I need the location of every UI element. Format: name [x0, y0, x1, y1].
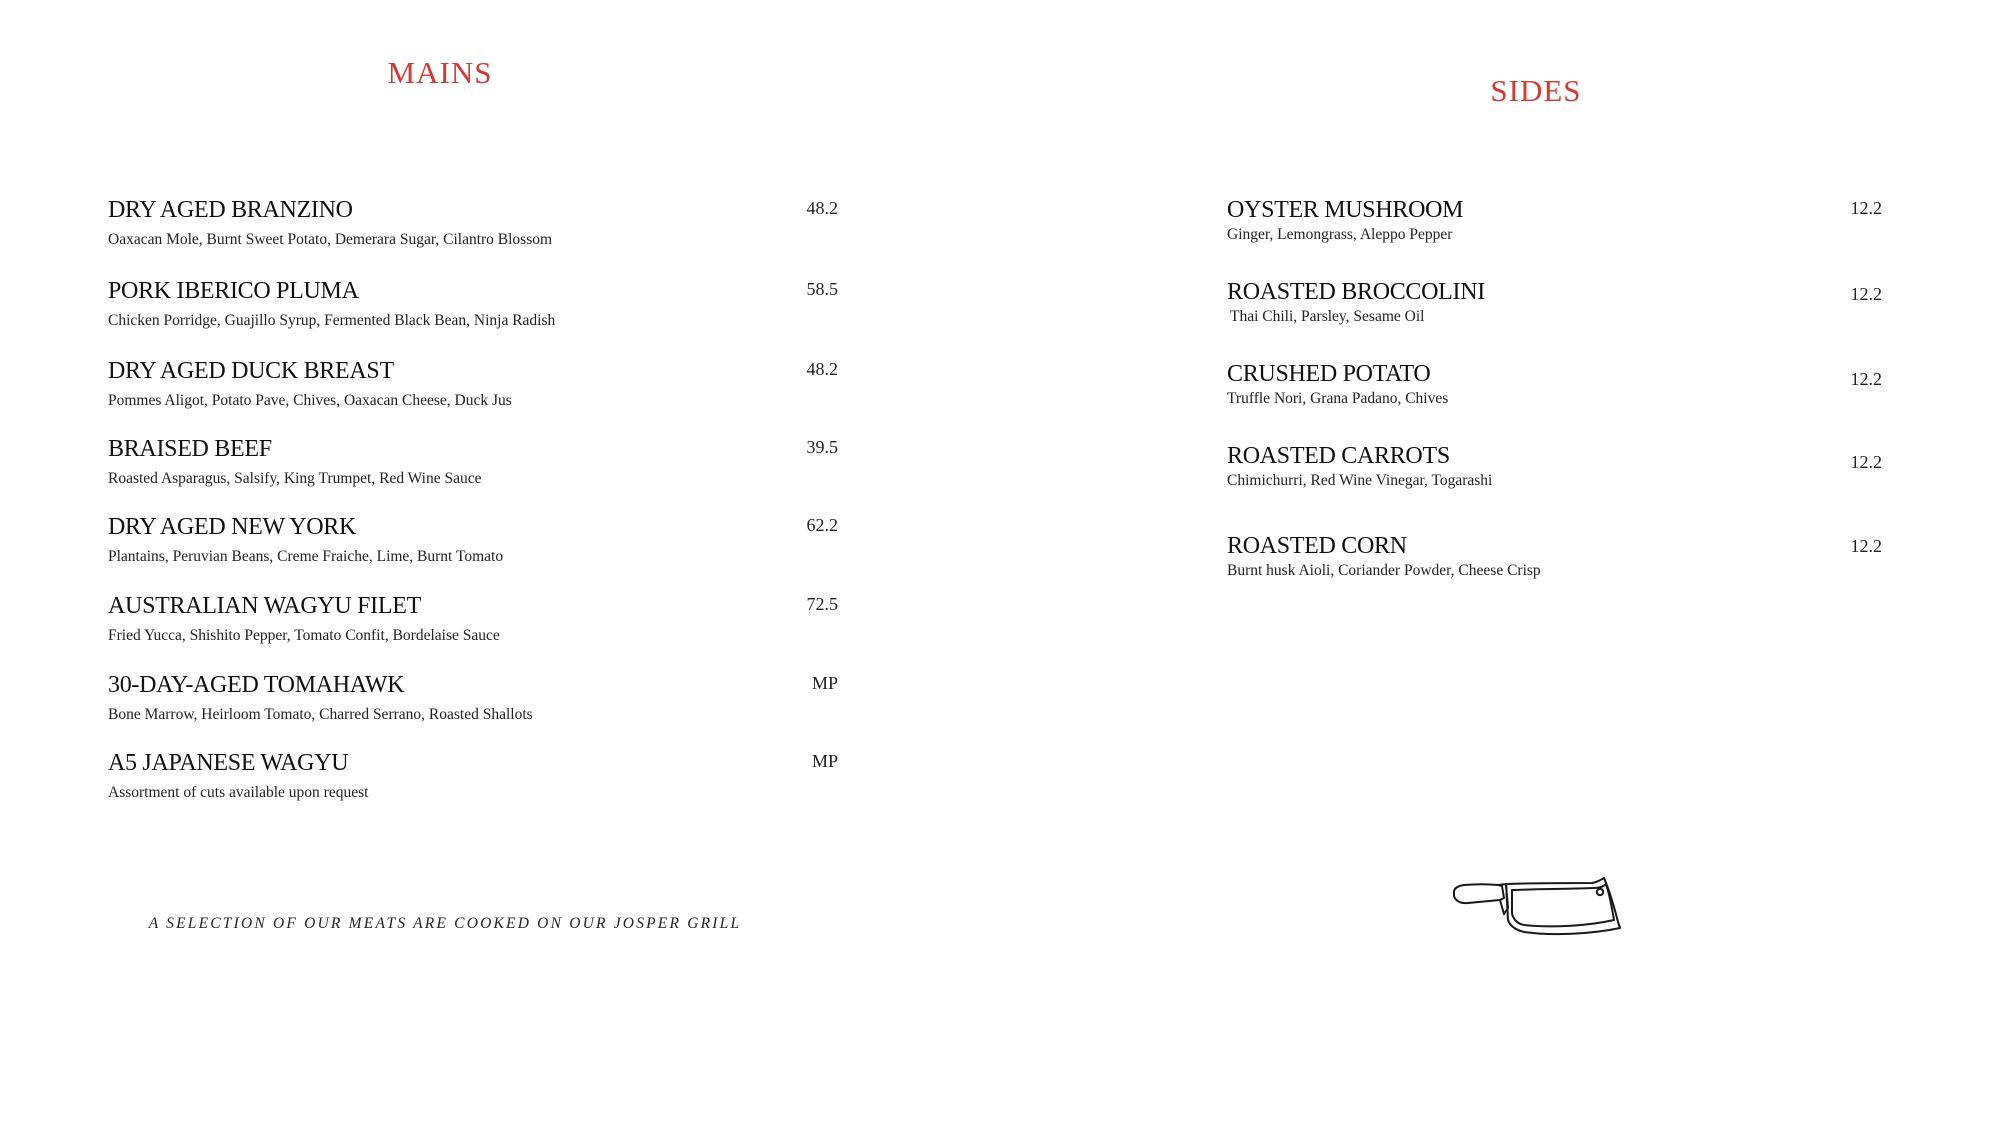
cleaver-icon — [1452, 872, 1632, 940]
item-name: PORK IBERICO PLUMA — [108, 278, 359, 304]
item-price: MP — [811, 673, 838, 693]
item-price: 62.2 — [806, 515, 838, 535]
item-name: ROASTED CARROTS — [1227, 443, 1450, 469]
item-name: BRAISED BEEF — [108, 436, 272, 462]
sides-title: SIDES — [1490, 73, 1582, 108]
item-name: DRY AGED DUCK BREAST — [108, 358, 394, 384]
item-name: AUSTRALIAN WAGYU FILET — [108, 593, 421, 619]
item-price: 12.2 — [1850, 369, 1882, 389]
grill-note: A SELECTION OF OUR MEATS ARE COOKED ON OUR JOSPER GRILL — [148, 915, 742, 932]
item-description: Chimichurri, Red Wine Vinegar, Togarashi — [1227, 472, 1493, 489]
item-name: 30-DAY-AGED TOMAHAWK — [108, 672, 405, 698]
item-price: 72.5 — [806, 594, 838, 614]
item-description: Pommes Aligot, Potato Pave, Chives, Oaxacan Cheese, Duck Jus — [108, 392, 512, 409]
item-name: A5 JAPANESE WAGYU — [108, 750, 349, 776]
sides-list — [1227, 0, 1882, 1125]
item-name: DRY AGED BRANZINO — [108, 197, 353, 223]
item-description: Ginger, Lemongrass, Aleppo Pepper — [1227, 226, 1453, 243]
item-description: Thai Chili, Parsley, Sesame Oil — [1230, 308, 1425, 325]
item-description: Burnt husk Aioli, Coriander Powder, Cheese Crisp — [1227, 562, 1541, 579]
item-description: Roasted Asparagus, Salsify, King Trumpet, Red Wine Sauce — [108, 470, 482, 487]
item-description: Fried Yucca, Shishito Pepper, Tomato Confit, Bordelaise Sauce — [108, 627, 500, 644]
item-name: CRUSHED POTATO — [1227, 361, 1431, 387]
mains-list — [108, 0, 838, 1125]
item-price: 48.2 — [806, 359, 838, 379]
item-description: Bone Marrow, Heirloom Tomato, Charred Serrano, Roasted Shallots — [108, 706, 533, 723]
item-description: Chicken Porridge, Guajillo Syrup, Fermented Black Bean, Ninja Radish — [108, 312, 556, 329]
item-price: 48.2 — [806, 198, 838, 218]
item-price: 39.5 — [806, 437, 838, 457]
item-description: Plantains, Peruvian Beans, Creme Fraiche, Lime, Burnt Tomato — [108, 548, 504, 565]
item-price: 12.2 — [1850, 452, 1882, 472]
item-price: MP — [811, 751, 838, 771]
item-name: ROASTED BROCCOLINI — [1227, 279, 1485, 305]
item-name: DRY AGED NEW YORK — [108, 514, 357, 540]
item-price: 58.5 — [806, 279, 838, 299]
item-description: Oaxacan Mole, Burnt Sweet Potato, Demerara Sugar, Cilantro Blossom — [108, 231, 553, 248]
item-description: Truffle Nori, Grana Padano, Chives — [1227, 390, 1449, 407]
item-description: Assortment of cuts available upon request — [108, 784, 369, 801]
mains-title: MAINS — [387, 55, 493, 90]
item-price: 12.2 — [1850, 284, 1882, 304]
item-price: 12.2 — [1850, 536, 1882, 556]
item-name: OYSTER MUSHROOM — [1227, 197, 1464, 223]
item-name: ROASTED CORN — [1227, 533, 1407, 559]
item-price: 12.2 — [1850, 198, 1882, 218]
